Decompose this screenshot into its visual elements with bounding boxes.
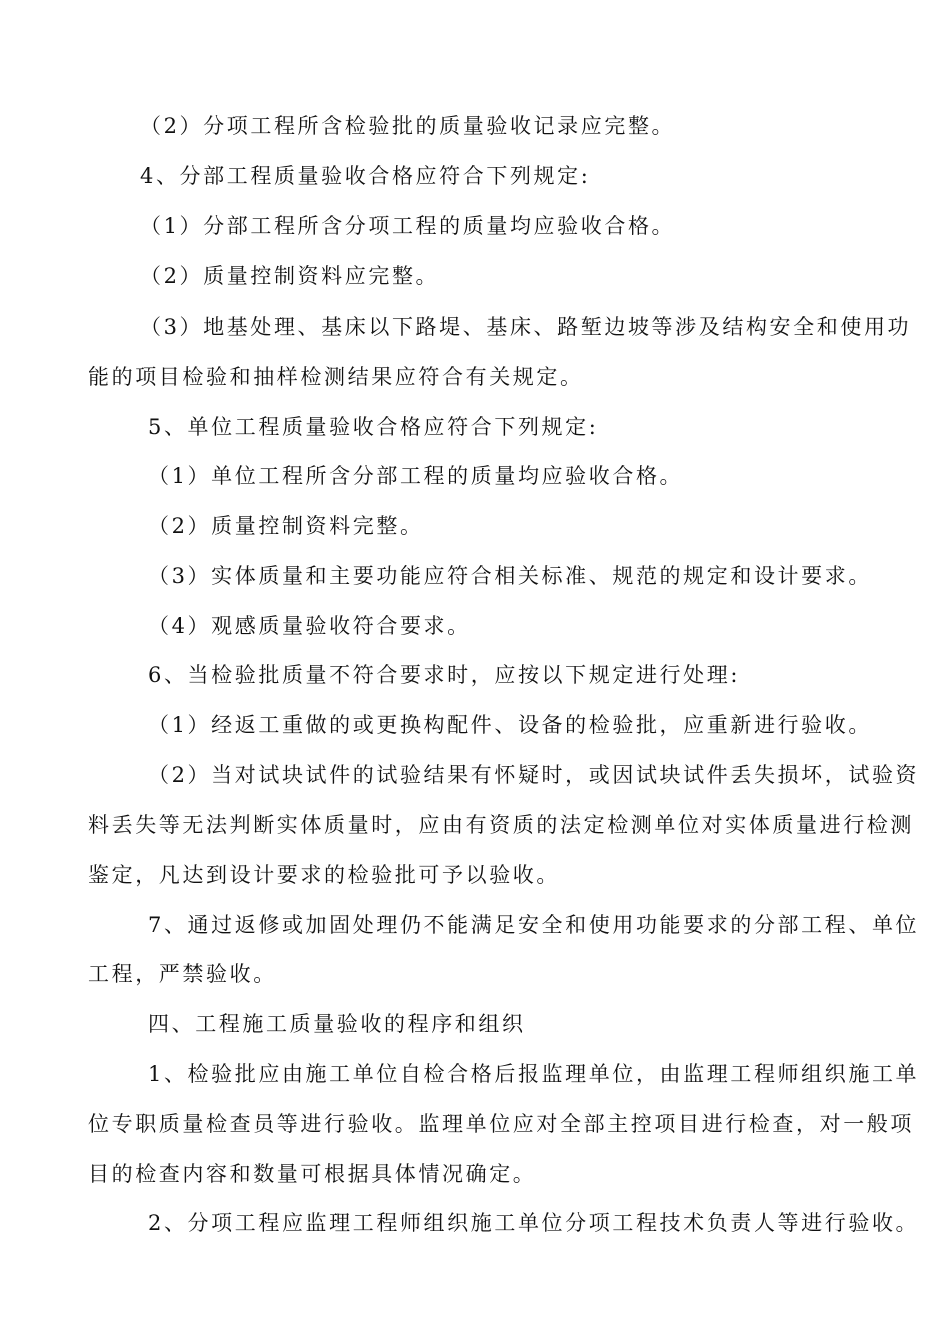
section-heading: 5、单位工程质量验收合格应符合下列规定:	[148, 415, 599, 439]
paragraph-line: （1）分部工程所含分项工程的质量均应验收合格。	[140, 214, 676, 238]
paragraph-line: 鉴定，凡达到设计要求的检验批可予以验收。	[88, 863, 560, 887]
paragraph-line: （2）质量控制资料完整。	[148, 514, 424, 538]
paragraph-line: 目的检查内容和数量可根据具体情况确定。	[88, 1162, 537, 1186]
paragraph-line: （4）观感质量验收符合要求。	[148, 614, 471, 638]
paragraph-line: 工程，严禁验收。	[88, 962, 277, 986]
paragraph-line: （2）分项工程所含检验批的质量验收记录应完整。	[140, 114, 676, 138]
paragraph-line: 位专职质量检查员等进行验收。监理单位应对全部主控项目进行检查，对一般项	[88, 1112, 914, 1136]
paragraph-line: （1）经返工重做的或更换构配件、设备的检验批，应重新进行验收。	[148, 713, 872, 737]
paragraph-line: （2）当对试块试件的试验结果有怀疑时，或因试块试件丢失损坏，试验资	[148, 763, 920, 787]
paragraph-line: （3）地基处理、基床以下路堤、基床、路堑边坡等涉及结构安全和使用功	[140, 315, 912, 339]
section-heading: 6、当检验批质量不符合要求时，应按以下规定进行处理:	[148, 663, 741, 687]
paragraph-line: （1）单位工程所含分部工程的质量均应验收合格。	[148, 464, 684, 488]
paragraph-line: （3）实体质量和主要功能应符合相关标准、规范的规定和设计要求。	[148, 564, 872, 588]
paragraph-line: 料丢失等无法判断实体质量时，应由有资质的法定检测单位对实体质量进行检测	[88, 813, 914, 837]
chapter-heading: 四、工程施工质量验收的程序和组织	[148, 1012, 526, 1036]
section-heading: 1、检验批应由施工单位自检合格后报监理单位，由监理工程师组织施工单	[148, 1062, 920, 1086]
section-heading: 7、通过返修或加固处理仍不能满足安全和使用功能要求的分部工程、单位	[148, 913, 920, 937]
section-heading: 2、分项工程应监理工程师组织施工单位分项工程技术负责人等进行验收。	[148, 1211, 920, 1235]
section-heading: 4、分部工程质量验收合格应符合下列规定:	[140, 164, 591, 188]
paragraph-line: （2）质量控制资料应完整。	[140, 264, 440, 288]
paragraph-line: 能的项目检验和抽样检测结果应符合有关规定。	[88, 365, 584, 389]
